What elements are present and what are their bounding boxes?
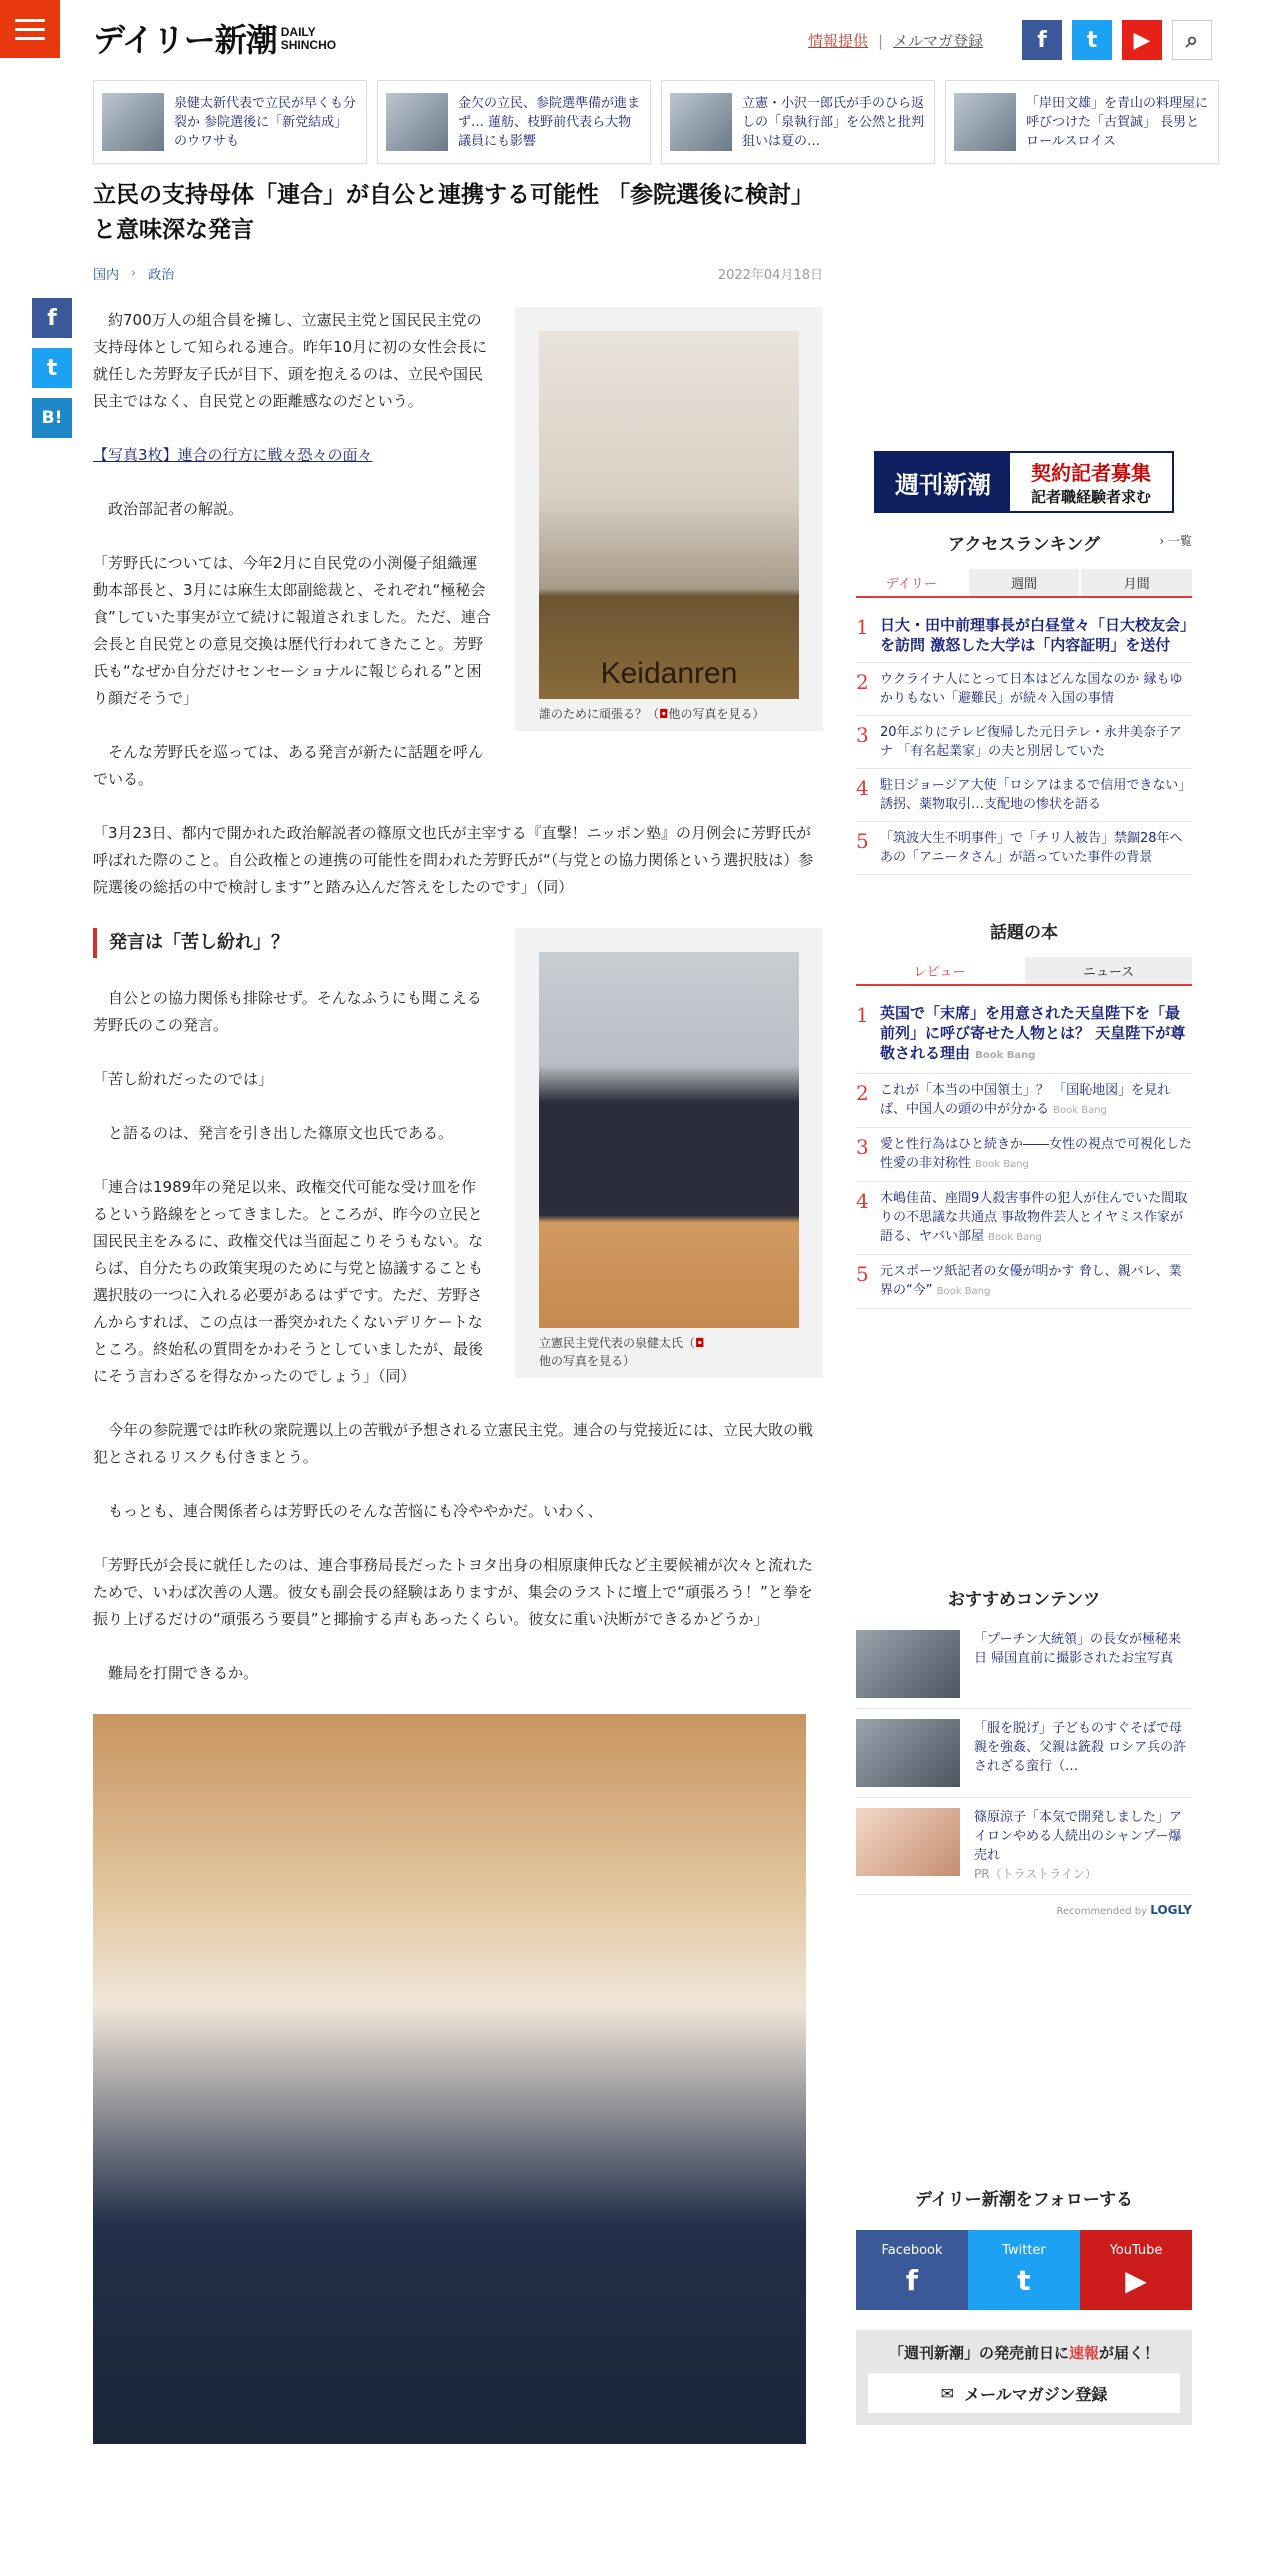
article-date: 2022年04月18日 xyxy=(717,268,823,283)
list-item[interactable] xyxy=(856,1798,1192,1895)
logly-brand: LOGLY xyxy=(1150,1903,1192,1917)
list-item[interactable] xyxy=(856,716,1192,769)
hatena-bookmark-icon[interactable]: B! xyxy=(32,398,72,438)
logo-text-jp: デイリー新潮 xyxy=(93,21,277,59)
more-photos-link[interactable]: 他の写真を見る） xyxy=(668,707,765,721)
recommended-list xyxy=(856,1620,1192,1895)
related-card-title: 立憲・小沢一郎氏が手のひら返しの「泉執行部」を公然と批判 狙いは夏の… xyxy=(742,95,925,149)
article-title: 立民の支持母体「連合」が自公と連携する可能性 「参院選後に検討」と意味深な発言 xyxy=(93,182,815,243)
follow-label: Facebook xyxy=(881,2243,943,2258)
rec-thumb xyxy=(856,1808,960,1876)
paragraph: と語るのは、発言を引き出した篠原文也氏である。 xyxy=(108,1124,454,1142)
newsletter-text-pre: 「週刊新潮」の発売前日に xyxy=(888,2344,1069,2362)
search-icon[interactable]: ⌕ xyxy=(1172,20,1212,60)
related-card[interactable] xyxy=(945,80,1219,164)
ranking-more-link[interactable]: › 一覧 xyxy=(1159,534,1192,548)
rank-text: 20年ぶりにテレビ復帰した元日テレ・永井美奈子アナ 「有名起業家」の夫と別居していた xyxy=(880,725,1183,759)
book-source: Book Bang xyxy=(975,1050,1036,1061)
paragraph: 政治部記者の解説。 xyxy=(108,500,244,518)
book-source: Book Bang xyxy=(936,1286,991,1297)
related-thumb xyxy=(954,93,1016,151)
rec-thumb xyxy=(856,1719,960,1787)
twitter-icon[interactable]: t xyxy=(1072,20,1112,60)
access-ranking xyxy=(856,530,1192,875)
newsletter-link[interactable]: メルマガ登録 xyxy=(893,32,984,50)
follow-twitter-button[interactable] xyxy=(968,2230,1080,2310)
newsletter-box xyxy=(856,2330,1192,2425)
menu-icon-bar xyxy=(15,19,45,22)
header-links xyxy=(808,30,983,51)
logo-text-en xyxy=(281,26,336,52)
recommended-content xyxy=(856,1585,1192,1917)
breadcrumb-domestic[interactable]: 国内 xyxy=(93,268,120,283)
ad-subline: 記者職経験者求む xyxy=(1030,488,1151,506)
camera-icon: ◘ xyxy=(659,707,669,721)
header-separator: | xyxy=(878,31,884,50)
related-cards xyxy=(93,80,1219,164)
header-social xyxy=(1022,20,1212,60)
rank-text: 日大・田中前理事長が白昼堂々「日大校友会」を訪問 激怒した大学は「内容証明」を送付 xyxy=(880,616,1188,654)
follow-youtube-button[interactable] xyxy=(1080,2230,1192,2310)
photo-tamaki[interactable] xyxy=(93,1714,806,2444)
newsletter-text-post: が届く！ xyxy=(1099,2344,1160,2362)
follow-section xyxy=(856,2185,1192,2425)
paragraph: 約700万人の組合員を擁し、立憲民主党と国民民主党の支持母体として知られる連合。昨年10月に初の女性会長に就任した芳野友子氏が目下、頭を抱えるのは、立民や国民民主ではなく、自民党との距離感なのだという。 xyxy=(93,311,488,410)
paragraph: もっとも、連合関係者らは芳野氏のそんな苦悩にも冷ややかだ。いわく、 xyxy=(108,1502,603,1520)
books-list xyxy=(856,996,1192,1309)
follow-label: YouTube xyxy=(1109,2243,1163,2258)
paragraph: 「3月23日、都内で開かれた政治解説者の篠原文也氏が主宰する『直撃！ニッポン塾』の月例会に芳野氏が呼ばれた際のこと。自公政権との連携の可能性を問われた芳野氏が“（与党との協力関係という選択肢は）参院選後の総括の中で検討します”と踏み込んだ答えをしたのです」（同） xyxy=(93,824,814,896)
mail-icon: ✉ xyxy=(940,2383,955,2403)
site-logo[interactable] xyxy=(93,22,336,58)
paragraph: 「連合は1989年の発足以来、政権交代可能な受け皿を作るという路線をとってきました。ところが、昨今の立民と国民民主をみるに、政権交代は当面起こりそうもない。ならば、自分たちの政策実現のために与党と協議することも選択肢の一つに入れる必要があるはずです。ただ、芳野さんからすれば、この点は一番突かれたくないデリケートなところ。終始私の質問をかわそうとしていましたが、最後にそう言わざるを得なかったのでしょう」（同） xyxy=(93,1178,484,1385)
breadcrumb-politics[interactable]: 政治 xyxy=(148,268,175,283)
photo-gallery-link[interactable]: 【写真3枚】連合の行方に戦々恐々の面々 xyxy=(93,446,373,464)
paragraph: 「芳野氏については、今年2月に自民党の小渕優子組織運動本部長と、3月には麻生太郎副総裁と、それぞれ“極秘会食”していた事実が立て続けに報道されました。ただ、連合会長と自民党との意見交換は歴代行われてきたこと。芳野氏も“なぜか自分だけセンセーショナルに報じられる”と困り顔だそうで」 xyxy=(93,554,491,707)
facebook-share-icon[interactable]: f xyxy=(32,298,72,338)
twitter-icon: t xyxy=(1017,2264,1031,2297)
rank-number: 4 xyxy=(856,776,869,800)
list-item[interactable] xyxy=(856,769,1192,822)
rank-number: 4 xyxy=(856,1189,869,1213)
rank-number: 1 xyxy=(856,1003,869,1027)
ranking-tabs xyxy=(856,569,1192,598)
newsletter-register-button[interactable] xyxy=(868,2373,1180,2413)
rank-number: 3 xyxy=(856,1135,869,1159)
books-tabs xyxy=(856,957,1192,986)
follow-title: デイリー新潮をフォローする xyxy=(914,2190,1134,2210)
list-item[interactable] xyxy=(856,1709,1192,1798)
paragraph: 難局を打開できるか。 xyxy=(108,1664,259,1682)
info-link[interactable]: 情報提供 xyxy=(808,32,869,50)
rec-text: 「服を脱げ」子どものすぐそばで母親を強姦、父親は銃殺 ロシア兵の許されざる蛮行（… xyxy=(974,1721,1187,1774)
youtube-icon[interactable]: ▶ xyxy=(1122,20,1162,60)
ranking-title-text: アクセスランキング xyxy=(948,535,1100,555)
tab-weekly[interactable]: 週間 xyxy=(969,569,1080,596)
ranking-title xyxy=(856,530,1192,555)
more-photos-link[interactable]: 他の写真を見る） xyxy=(539,1354,636,1368)
breadcrumb xyxy=(93,264,174,283)
rank-number: 3 xyxy=(856,723,869,747)
rank-text: ウクライナ人にとって日本はどんな国なのか 縁もゆかりもない「避難民」が続々入国の事情 xyxy=(880,672,1183,706)
related-card[interactable] xyxy=(93,80,367,164)
book-text: 木嶋佳苗、座間9人殺害事件の犯人が住んでいた間取りの不思議な共通点 事故物件芸人とイヤミス作家が語る、ヤバい部屋 xyxy=(880,1191,1188,1244)
rank-text: 「筑波大生不明事件」で「チリ人被告」禁錮28年へ あの「アニータさん」が語っていた事件の背景 xyxy=(880,831,1183,865)
figure-caption xyxy=(539,1334,799,1370)
topical-books xyxy=(856,918,1192,1309)
book-text: 愛と性行為はひと続きか――女性の視点で可視化した性愛の非対称性 xyxy=(880,1137,1193,1171)
caption-text: 立憲民主党代表の泉健太氏（ xyxy=(539,1336,696,1350)
follow-buttons xyxy=(856,2230,1192,2310)
logo-en-line1: DAILY xyxy=(280,25,316,39)
list-item[interactable] xyxy=(856,608,1192,663)
tab-news[interactable]: ニュース xyxy=(1025,957,1192,984)
paragraph: そんな芳野氏を巡っては、ある発言が新たに話題を呼んでいる。 xyxy=(93,743,484,788)
related-thumb xyxy=(386,93,448,151)
list-item[interactable] xyxy=(856,663,1192,716)
rank-number: 5 xyxy=(856,829,869,853)
menu-icon-bar xyxy=(15,28,45,31)
newsletter-text-highlight: 速報 xyxy=(1068,2344,1099,2362)
related-thumb xyxy=(102,93,164,151)
article xyxy=(93,178,823,2444)
figure-caption xyxy=(539,705,799,723)
rank-text: 駐日ジョージア大使「ロシアはまるで信用できない」 誘拐、薬物取引…支配地の惨状を語る xyxy=(880,778,1192,812)
related-card-title: 「岸田文雄」を青山の料理屋に呼びつけた「古賀誠」 長男とロールスロイス xyxy=(1026,95,1209,149)
menu-icon-bar xyxy=(15,37,45,40)
related-thumb xyxy=(670,93,732,151)
paragraph: 「苦し紛れだったのでは」 xyxy=(93,1070,274,1088)
figure-izumi[interactable] xyxy=(515,928,823,1378)
rank-number: 2 xyxy=(856,1081,869,1105)
rank-number: 1 xyxy=(856,615,869,639)
podium-sign: Keidanren xyxy=(600,657,738,690)
list-item[interactable] xyxy=(856,1128,1192,1182)
photo-izumi[interactable] xyxy=(539,952,799,1328)
facebook-icon[interactable]: f xyxy=(1022,20,1062,60)
tab-review[interactable]: レビュー xyxy=(856,957,1023,984)
book-source: Book Bang xyxy=(975,1159,1029,1170)
recommended-title: おすすめコンテンツ xyxy=(947,1590,1101,1610)
paragraph: 今年の参院選では昨秋の衆院選以上の苦戦が予想される立憲民主党。連合の与党接近には、立民大敗の戦犯とされるリスクも付きまとう。 xyxy=(93,1421,814,1466)
article-meta xyxy=(93,264,823,283)
ad-text xyxy=(1010,453,1172,511)
chevron-right-icon: › xyxy=(131,266,137,281)
logly-credit[interactable] xyxy=(856,1903,1192,1917)
recruit-ad-banner[interactable] xyxy=(874,451,1174,513)
facebook-icon: f xyxy=(905,2264,919,2297)
section-heading: 発言は「苦し紛れ」？ xyxy=(93,928,823,958)
list-item[interactable] xyxy=(856,1255,1192,1309)
books-title: 話題の本 xyxy=(990,923,1058,943)
rank-number: 2 xyxy=(856,670,869,694)
list-item[interactable] xyxy=(856,1074,1192,1128)
list-item[interactable] xyxy=(856,822,1192,875)
newsletter-text xyxy=(868,2342,1180,2363)
menu-button[interactable] xyxy=(0,0,60,58)
twitter-share-icon[interactable]: t xyxy=(32,348,72,388)
related-card[interactable] xyxy=(661,80,935,164)
rec-text: 篠原涼子「本気で開発しました」アイロンやめる人続出のシャンプー爆売れ xyxy=(974,1810,1183,1863)
book-text: これが「本当の中国領土」？ 「国恥地図」を見れば、中国人の頭の中が分かる xyxy=(880,1083,1171,1117)
book-text: 元スポーツ紙記者の女優が明かす 脅し、親バレ、業界の“今” xyxy=(880,1264,1182,1298)
paragraph: 自公との協力関係も排除せず。そんなふうにも聞こえる芳野氏のこの発言。 xyxy=(93,989,482,1034)
tab-monthly[interactable]: 月間 xyxy=(1081,569,1192,596)
photo-yoshino[interactable] xyxy=(539,331,799,699)
rec-text: 「プーチン大統領」の長女が極秘来日 帰国直前に撮影されたお宝写真 xyxy=(974,1632,1181,1666)
article-body xyxy=(93,307,823,2444)
ranking-list xyxy=(856,608,1192,875)
newsletter-button-label: メールマガジン登録 xyxy=(964,2384,1108,2404)
caption-text: 誰のために頑張る？（ xyxy=(539,707,660,721)
ad-brand: 週刊新潮 xyxy=(895,469,991,499)
tab-daily[interactable]: デイリー xyxy=(856,569,967,596)
figure-yoshino[interactable] xyxy=(515,307,823,731)
paragraph: 「芳野氏が会長に就任したのは、連合事務局長だったトヨタ出身の相原康伸氏など主要候補が次々と流れたためで、いわば次善の人選。彼女も副会長の経験はありますが、集会のラストに壇上で“頑張ろう！”と拳を振り上げるだけの“頑張ろう要員”と揶揄する声もあったくらい。彼女に重い決断ができるかどうか」 xyxy=(93,1556,814,1628)
follow-label: Twitter xyxy=(1002,2243,1046,2258)
youtube-icon: ▶ xyxy=(1125,2264,1147,2297)
book-source: Book Bang xyxy=(1053,1105,1107,1116)
rank-number: 5 xyxy=(856,1262,869,1286)
share-buttons xyxy=(32,298,72,438)
ad-headline: 契約記者募集 xyxy=(1031,461,1151,485)
rec-thumb xyxy=(856,1630,960,1698)
ranking-more-label: 一覧 xyxy=(1167,534,1192,548)
list-item[interactable] xyxy=(856,1182,1192,1255)
pr-label: PR（トラストライン） xyxy=(974,1867,1097,1881)
follow-facebook-button[interactable] xyxy=(856,2230,968,2310)
book-text: 英国で「末席」を用意された天皇陛下を「最前列」に呼び寄せた人物とは？ 天皇陛下が尊敬される理由 xyxy=(880,1004,1186,1062)
list-item[interactable] xyxy=(856,996,1192,1074)
logly-label: Recommended by xyxy=(1056,1906,1148,1917)
logo-en-line2: SHINCHO xyxy=(280,38,337,52)
related-card-title: 金欠の立民、参院選準備が進まず… 蓮舫、枝野前代表ら大物議員にも影響 xyxy=(458,95,641,149)
related-card-title: 泉健太新代表で立民が早くも分裂か 参院選後に「新党結成」のウワサも xyxy=(174,95,357,149)
book-source: Book Bang xyxy=(988,1232,1042,1243)
related-card[interactable] xyxy=(377,80,651,164)
list-item[interactable] xyxy=(856,1620,1192,1709)
camera-icon: ◘ xyxy=(695,1336,705,1350)
